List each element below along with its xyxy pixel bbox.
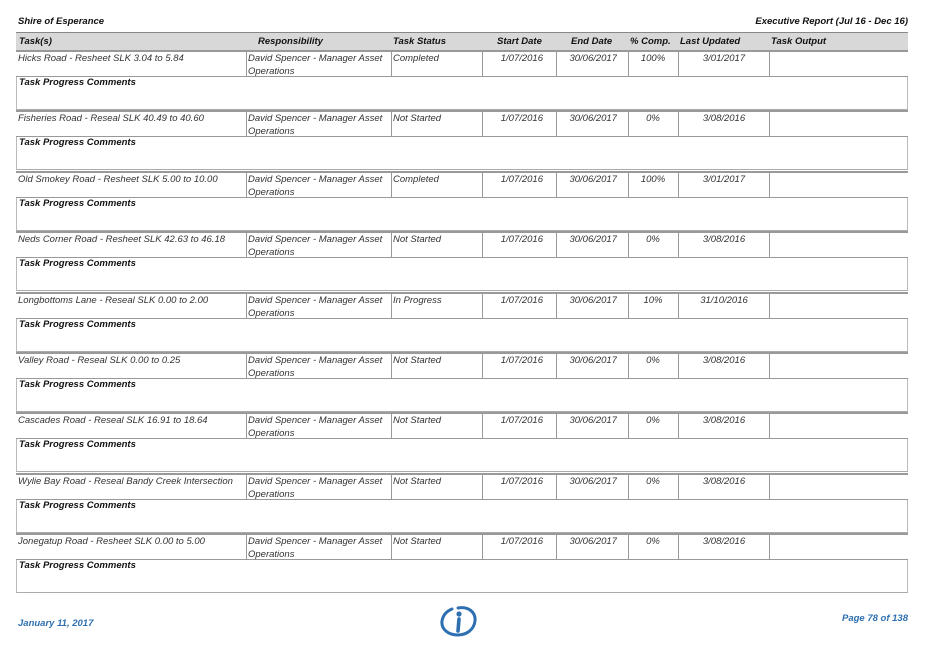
task-end-date: 30/06/2017 (569, 53, 617, 64)
task-output (772, 52, 906, 76)
task-last-updated: 3/08/2016 (702, 415, 746, 426)
task-name: Neds Corner Road - Resheet SLK 42.63 to 46.18 (18, 234, 226, 245)
task-responsibility: David Spencer - Manager Asset Operations (248, 536, 383, 559)
column-divider (246, 354, 247, 378)
table-row (16, 292, 908, 319)
col-responsibility: Responsibility (258, 36, 323, 47)
task-status: Completed (393, 53, 439, 64)
task-progress-comments-label: Task Progress Comments (19, 77, 136, 88)
column-divider (391, 475, 392, 499)
table-row (16, 412, 908, 439)
task-status: Not Started (393, 415, 442, 426)
task-output (772, 475, 906, 499)
task-progress-comments-label: Task Progress Comments (19, 500, 136, 511)
column-divider (391, 52, 392, 76)
task-percent-complete: 0% (646, 476, 660, 487)
task-status: Not Started (393, 355, 442, 366)
task-name: Jonegatup Road - Resheet SLK 0.00 to 5.00 (18, 536, 205, 547)
task-name: Valley Road - Reseal SLK 0.00 to 0.25 (18, 355, 181, 366)
column-divider (769, 475, 770, 499)
page-number: Page 78 of 138 (841, 613, 908, 624)
task-name: Cascades Road - Reseal SLK 16.91 to 18.64 (18, 415, 208, 426)
column-divider (246, 233, 247, 257)
task-start-date: 1/07/2016 (500, 415, 543, 426)
task-status: Completed (393, 174, 439, 185)
column-divider (246, 414, 247, 438)
report-date: January 11, 2017 (18, 618, 94, 629)
task-progress-comments-box (16, 77, 908, 110)
task-percent-complete: 100% (640, 174, 666, 185)
task-responsibility: David Spencer - Manager Asset Operations (248, 355, 383, 378)
table-row (16, 110, 908, 137)
col-percent-complete: % Comp. (630, 36, 671, 47)
column-divider (246, 173, 247, 197)
task-output (772, 354, 906, 378)
column-divider (769, 535, 770, 559)
col-status: Task Status (393, 36, 446, 47)
column-divider (769, 414, 770, 438)
table-row (16, 473, 908, 500)
task-last-updated: 3/08/2016 (702, 113, 746, 124)
task-responsibility: David Spencer - Manager Asset Operations (248, 174, 383, 197)
column-divider (246, 475, 247, 499)
column-divider (678, 354, 679, 378)
task-end-date: 30/06/2017 (569, 476, 617, 487)
task-percent-complete: 10% (643, 295, 663, 306)
col-start-date: Start Date (497, 36, 542, 47)
task-responsibility: David Spencer - Manager Asset Operations (248, 113, 383, 136)
column-header-row (16, 32, 908, 52)
table-row (16, 231, 908, 258)
task-status: Not Started (393, 113, 442, 124)
task-progress-comments-box (16, 198, 908, 231)
task-percent-complete: 0% (646, 415, 660, 426)
task-progress-comments-box (16, 500, 908, 533)
task-progress-comments-label: Task Progress Comments (19, 198, 136, 209)
column-divider (678, 52, 679, 76)
task-progress-comments-label: Task Progress Comments (19, 258, 136, 269)
task-responsibility: David Spencer - Manager Asset Operations (248, 415, 383, 438)
task-last-updated: 31/10/2016 (700, 295, 748, 306)
task-name: Old Smokey Road - Resheet SLK 5.00 to 10.00 (18, 174, 218, 185)
column-divider (678, 414, 679, 438)
column-divider (678, 535, 679, 559)
task-output (772, 233, 906, 257)
task-percent-complete: 0% (646, 234, 660, 245)
column-divider (391, 354, 392, 378)
column-divider (391, 112, 392, 136)
task-end-date: 30/06/2017 (569, 355, 617, 366)
task-start-date: 1/07/2016 (500, 53, 543, 64)
task-status: In Progress (393, 295, 442, 306)
task-last-updated: 3/08/2016 (702, 355, 746, 366)
task-end-date: 30/06/2017 (569, 234, 617, 245)
col-task-output: Task Output (771, 36, 827, 47)
column-divider (246, 112, 247, 136)
col-end-date: End Date (571, 36, 613, 47)
task-responsibility: David Spencer - Manager Asset Operations (248, 476, 383, 499)
table-row (16, 171, 908, 198)
col-task: Task(s) (19, 36, 52, 47)
column-divider (391, 173, 392, 197)
column-divider (391, 233, 392, 257)
task-end-date: 30/06/2017 (569, 174, 617, 185)
table-row (16, 50, 908, 77)
task-name: Longbottoms Lane - Reseal SLK 0.00 to 2.00 (18, 295, 209, 306)
column-divider (391, 535, 392, 559)
task-last-updated: 3/01/2017 (702, 53, 746, 64)
task-output (772, 294, 906, 318)
task-output (772, 112, 906, 136)
task-progress-comments-label: Task Progress Comments (19, 137, 136, 148)
column-divider (678, 112, 679, 136)
task-start-date: 1/07/2016 (500, 476, 543, 487)
task-end-date: 30/06/2017 (569, 113, 617, 124)
column-divider (769, 173, 770, 197)
task-name: Wylie Bay Road - Reseal Bandy Creek Intersection (18, 476, 233, 487)
task-start-date: 1/07/2016 (500, 234, 543, 245)
task-progress-comments-box (16, 439, 908, 472)
task-output (772, 414, 906, 438)
column-divider (246, 535, 247, 559)
column-divider (769, 294, 770, 318)
task-responsibility: David Spencer - Manager Asset Operations (248, 295, 383, 318)
column-divider (678, 233, 679, 257)
task-start-date: 1/07/2016 (500, 536, 543, 547)
column-divider (246, 294, 247, 318)
task-status: Not Started (393, 536, 442, 547)
task-end-date: 30/06/2017 (569, 415, 617, 426)
task-progress-comments-box (16, 137, 908, 170)
column-divider (678, 294, 679, 318)
table-row (16, 352, 908, 379)
task-last-updated: 3/08/2016 (702, 536, 746, 547)
column-divider (678, 475, 679, 499)
task-progress-comments-box (16, 319, 908, 352)
task-percent-complete: 0% (646, 113, 660, 124)
column-divider (769, 354, 770, 378)
column-divider (769, 112, 770, 136)
task-start-date: 1/07/2016 (500, 355, 543, 366)
task-responsibility: David Spencer - Manager Asset Operations (248, 53, 383, 76)
task-start-date: 1/07/2016 (500, 174, 543, 185)
task-end-date: 30/06/2017 (569, 536, 617, 547)
task-progress-comments-label: Task Progress Comments (19, 319, 136, 330)
task-start-date: 1/07/2016 (500, 113, 543, 124)
task-last-updated: 3/01/2017 (702, 174, 746, 185)
column-divider (769, 233, 770, 257)
task-percent-complete: 0% (646, 355, 660, 366)
task-progress-comments-label: Task Progress Comments (19, 560, 136, 571)
task-name: Fisheries Road - Reseal SLK 40.49 to 40.60 (18, 113, 204, 124)
column-divider (391, 414, 392, 438)
task-percent-complete: 0% (646, 536, 660, 547)
task-last-updated: 3/08/2016 (702, 234, 746, 245)
task-progress-comments-label: Task Progress Comments (19, 439, 136, 450)
task-progress-comments-box (16, 379, 908, 412)
task-progress-comments-box (16, 258, 908, 291)
report-title: Executive Report (Jul 16 - Dec 16) (755, 16, 908, 27)
column-divider (246, 52, 247, 76)
task-progress-comments-label: Task Progress Comments (19, 379, 136, 390)
task-output (772, 173, 906, 197)
col-last-updated: Last Updated (680, 36, 741, 47)
task-percent-complete: 100% (640, 53, 666, 64)
task-end-date: 30/06/2017 (569, 295, 617, 306)
task-output (772, 535, 906, 559)
task-status: Not Started (393, 476, 442, 487)
task-progress-comments-box (16, 560, 908, 593)
task-name: Hicks Road - Resheet SLK 3.04 to 5.84 (18, 53, 184, 64)
column-divider (391, 294, 392, 318)
task-status: Not Started (393, 234, 442, 245)
task-last-updated: 3/08/2016 (702, 476, 746, 487)
info-i-logo-icon (438, 604, 478, 638)
organisation-name: Shire of Esperance (18, 16, 105, 27)
task-responsibility: David Spencer - Manager Asset Operations (248, 234, 383, 257)
column-divider (769, 52, 770, 76)
table-row (16, 533, 908, 560)
task-start-date: 1/07/2016 (500, 295, 543, 306)
column-divider (678, 173, 679, 197)
